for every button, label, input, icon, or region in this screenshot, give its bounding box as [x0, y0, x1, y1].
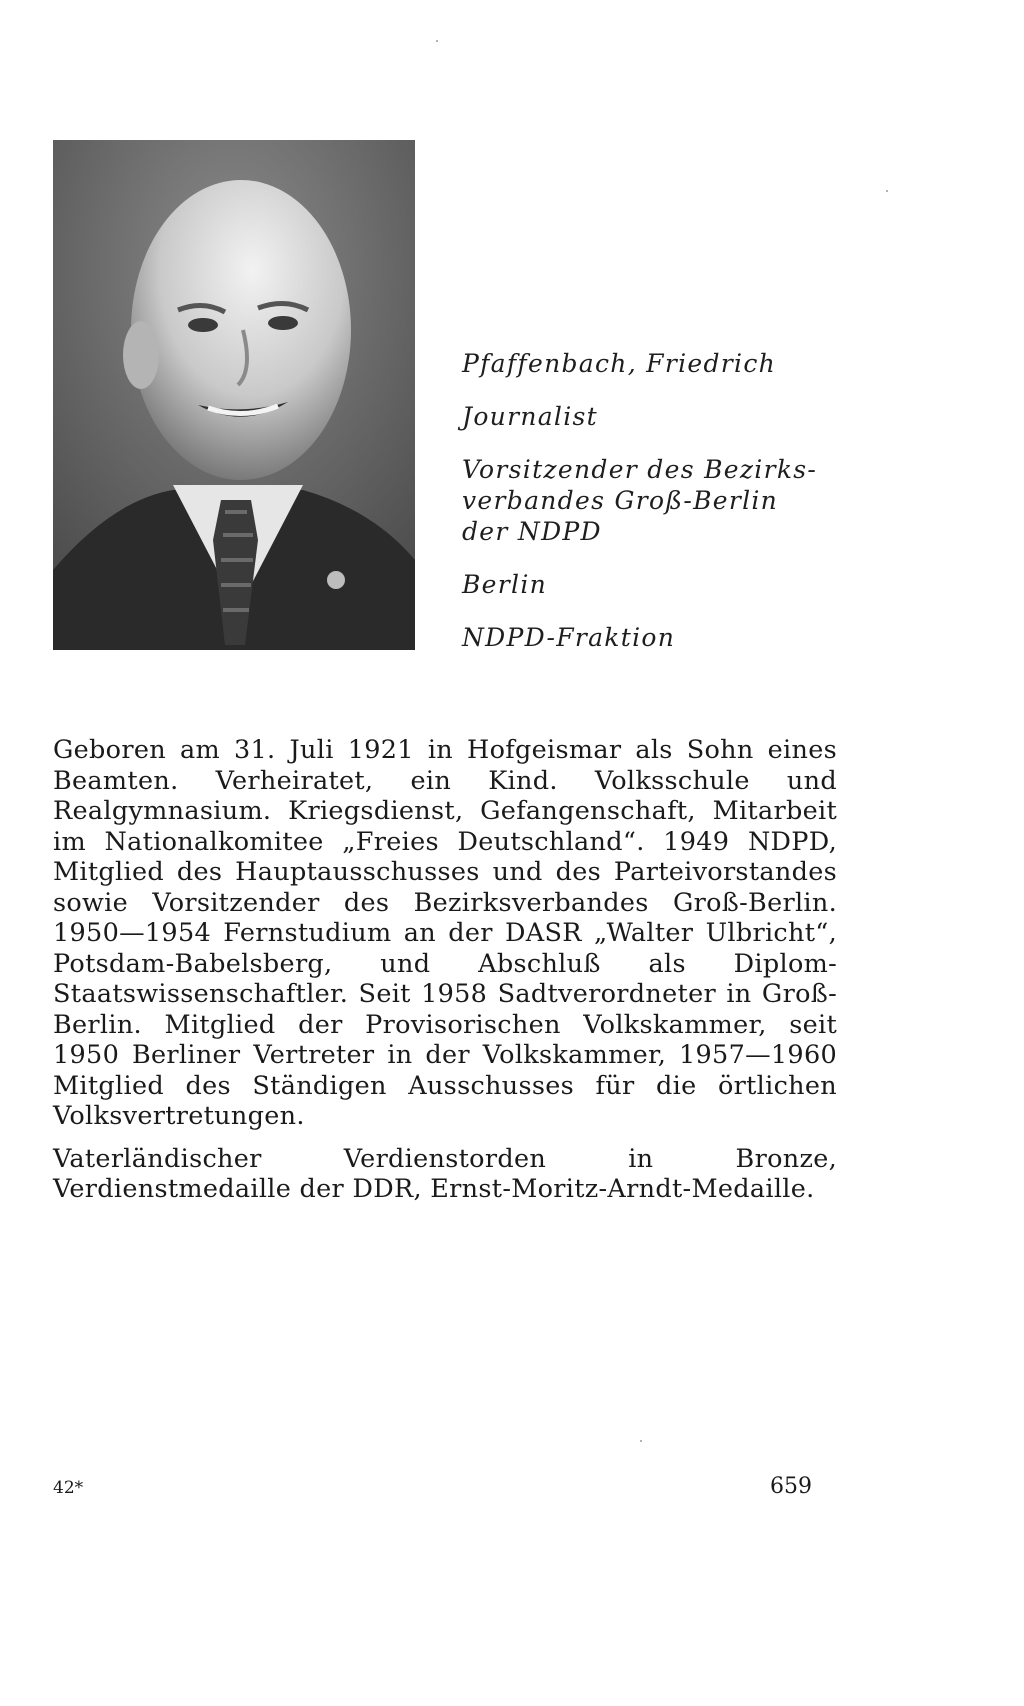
- awards-paragraph: Vaterländischer Verdienstorden in Bronze, Verdienstmedaille der DDR, Ernst-Moritz-Arndt-Medaille.: [53, 1143, 837, 1204]
- person-occupation: Journalist: [462, 402, 598, 431]
- person-position: [462, 454, 882, 547]
- position-line: der NDPD: [462, 517, 602, 546]
- portrait-photo: [53, 140, 415, 650]
- page-number: 659: [770, 1474, 812, 1499]
- biography-text: [53, 735, 837, 1217]
- signature-mark: 42*: [53, 1478, 84, 1498]
- position-line: Vorsitzender des Bezirks-: [462, 455, 818, 484]
- scan-speck: [886, 190, 888, 192]
- scan-speck: [640, 1440, 642, 1442]
- person-name: Pfaffenbach, Friedrich: [462, 349, 777, 378]
- person-faction: NDPD-Fraktion: [462, 623, 676, 652]
- person-caption: [462, 348, 882, 675]
- biography-paragraph: Geboren am 31. Juli 1921 in Hofgeismar als Sohn eines Beamten. Verheiratet, ein Kind. Volksschule und Realgymnasium. Kriegsdienst, Gefangenschaft, Mitarbeit im Nationalkomitee „Freies Deutschland“. 1949 NDPD, Mitglied des Hauptausschusses und des Parteivorstandes sowie Vorsitzender des Bezirksverbandes Groß-Berlin. 1950—1954 Fernstudium an der DASR „Walter Ulbricht“, Potsdam-Babelsberg, und Abschluß als Diplom-Staatswissenschaftler. Seit 1958 Sadtverordneter in Groß-Berlin. Mitglied der Provisorischen Volkskammer, seit 1950 Berliner Vertreter in der Volkskammer, 1957—1960 Mitglied des Ständigen Ausschusses für die örtlichen Volksvertretungen.: [53, 735, 837, 1131]
- position-line: verbandes Groß-Berlin: [462, 486, 779, 515]
- person-place: Berlin: [462, 570, 548, 599]
- scan-speck: [436, 40, 438, 42]
